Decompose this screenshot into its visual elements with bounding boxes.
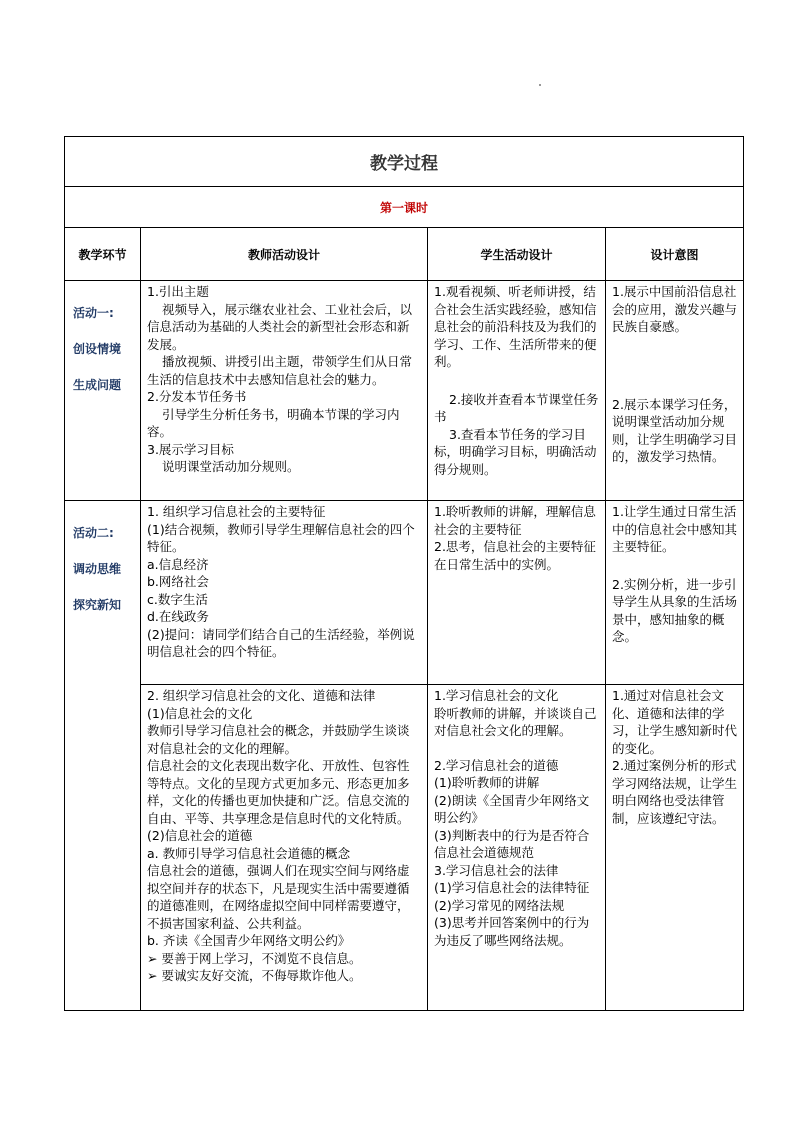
teacher-step: 1. 组织学习信息社会的主要特征 bbox=[147, 504, 326, 519]
student-step-detail: (2)朗读《全国青少年网络文明公约》 bbox=[434, 792, 590, 825]
activity-name-line1: 调动思维 bbox=[73, 562, 122, 576]
activity-label bbox=[65, 281, 141, 501]
design-purpose-cell bbox=[606, 685, 744, 1011]
lesson-period-label: 第一课时 bbox=[65, 187, 744, 228]
teacher-step: (2)信息社会的道德 bbox=[147, 828, 253, 843]
teacher-step-detail: 教师引导学习信息社会的概念，并鼓励学生谈谈对信息社会的文化的理解。 bbox=[147, 723, 410, 756]
student-step: 1.聆听教师的讲解，理解信息社会的主要特征 bbox=[434, 504, 596, 537]
header-row bbox=[65, 228, 744, 281]
teacher-step: (1)信息社会的文化 bbox=[147, 705, 253, 721]
student-step-detail: (1)学习信息社会的法律特征 bbox=[434, 880, 590, 895]
student-step-detail: (1)聆听教师的讲解 bbox=[434, 775, 540, 790]
purpose-item: 2.实例分析，进一步引导学生从具象的生活场景中，感知抽象的概念。 bbox=[612, 576, 738, 644]
teacher-step-detail: (1)结合视频，教师引导学生理解信息社会的四个特征。 bbox=[147, 521, 415, 554]
activity-name-line2: 探究新知 bbox=[73, 598, 122, 612]
student-step: 3.查看本节任务的学习目标，明确学习目标，明确活动得分规则。 bbox=[434, 426, 597, 477]
table-row bbox=[65, 685, 744, 1011]
header-stage: 教学环节 bbox=[65, 228, 141, 281]
teacher-step-detail: 视频导入，展示继农业社会、工业社会后，以信息活动为基础的人类社会的新型社会形态和新发展。 bbox=[147, 301, 413, 352]
feature-item: c.数字生活 bbox=[147, 591, 208, 607]
activity-label bbox=[65, 501, 141, 685]
header-student: 学生活动设计 bbox=[428, 228, 606, 281]
teacher-step-detail: 信息社会的道德，强调人们在现实空间与网络虚拟空间并存的状态下，凡是现实生活中需要遵循的道德准则，在网络虚拟空间中同样需要遵守，不损害国家利益、公共利益。 bbox=[147, 863, 410, 931]
table-row bbox=[65, 281, 744, 501]
teaching-process-table bbox=[64, 136, 744, 1011]
student-step: 2.思考，信息社会的主要特征在日常生活中的实例。 bbox=[434, 539, 596, 572]
teacher-step-detail: a. 教师引导学习信息社会道德的概念 bbox=[147, 845, 351, 861]
purpose-item: 1.通过对信息社会文化、道德和法律的学习，让学生感知新时代的变化。 bbox=[612, 688, 738, 756]
teacher-step-detail: b. 齐读《全国青少年网络文明公约》 bbox=[147, 933, 351, 948]
feature-item: a.信息经济 bbox=[147, 556, 209, 572]
student-step: 1.学习信息社会的文化 bbox=[434, 688, 559, 703]
design-purpose-cell bbox=[606, 281, 744, 501]
teacher-step-detail: 信息社会的文化表现出数字化、开放性、包容性等特点。文化的呈现方式更加多元、形态更加多样，文化的传播也更加快捷和广泛。信息交流的自由、平等、共享理念是信息时代的文化特质。 bbox=[147, 758, 410, 826]
activity-name-line1: 创设情境 bbox=[73, 342, 122, 356]
feature-item: b.网络社会 bbox=[147, 574, 209, 589]
student-step: 1.观看视频、听老师讲授，结合社会生活实践经验，感知信息社会的前沿科技及为我们的学习、工作、生活所带来的便利。 bbox=[434, 284, 597, 369]
teacher-activity-cell bbox=[141, 281, 428, 501]
teacher-step-detail: 说明课堂活动加分规则。 bbox=[162, 459, 300, 474]
purpose-item: 1.让学生通过日常生活中的信息社会中感知其主要特征。 bbox=[612, 504, 738, 554]
activity-number: 活动一: bbox=[73, 306, 114, 320]
student-step: 3.学习信息社会的法律 bbox=[434, 862, 559, 878]
purpose-item: 1.展示中国前沿信息社会的应用，激发兴趣与民族自豪感。 bbox=[612, 284, 738, 334]
teacher-step-detail: (2)提问：请同学们结合自己的生活经验，举例说明信息社会的四个特征。 bbox=[147, 626, 415, 659]
feature-item: d.在线政务 bbox=[147, 609, 209, 624]
purpose-item: 2.通过案例分析的形式学习网络法规，让学生明白网络也受法律管制，应该遵纪守法。 bbox=[612, 758, 738, 826]
table-title: 教学过程 bbox=[65, 137, 744, 187]
student-step-detail: (3)判断表中的行为是否符合信息社会道德规范 bbox=[434, 827, 590, 860]
table-row bbox=[65, 501, 744, 685]
teacher-step: 3.展示学习目标 bbox=[147, 441, 234, 457]
teacher-step: 1.引出主题 bbox=[147, 284, 209, 299]
student-step: 2.学习信息社会的道德 bbox=[434, 757, 559, 773]
student-step: 2.接收并查看本节课堂任务书 bbox=[434, 391, 599, 424]
activity-name-line2: 生成问题 bbox=[73, 378, 122, 392]
student-step-detail: (3)思考并回答案例中的行为为违反了哪些网络法规。 bbox=[434, 915, 590, 948]
teacher-step: 2.分发本节任务书 bbox=[147, 389, 247, 404]
teacher-step: 2. 组织学习信息社会的文化、道德和法律 bbox=[147, 688, 376, 703]
activity-label-empty bbox=[65, 685, 141, 1011]
convention-item: ➢ 要善于网上学习，不浏览不良信息。 bbox=[147, 950, 362, 966]
activity-number: 活动二: bbox=[73, 526, 114, 540]
student-activity-cell bbox=[428, 501, 606, 685]
decorative-dot bbox=[539, 84, 541, 86]
header-teacher: 教师活动设计 bbox=[141, 228, 428, 281]
student-activity-cell bbox=[428, 685, 606, 1011]
teacher-activity-cell bbox=[141, 685, 428, 1011]
teacher-activity-cell bbox=[141, 501, 428, 685]
student-activity-cell bbox=[428, 281, 606, 501]
header-purpose: 设计意图 bbox=[606, 228, 744, 281]
design-purpose-cell bbox=[606, 501, 744, 685]
teacher-step-detail: 引导学生分析任务书，明确本节课的学习内容。 bbox=[147, 406, 400, 439]
purpose-item: 2.展示本课学习任务，说明课堂活动加分规则，让学生明确学习目的，激发学习热情。 bbox=[612, 396, 738, 464]
student-step-detail: (2)学习常见的网络法规 bbox=[434, 897, 565, 913]
teacher-step-detail: 播放视频、讲授引出主题，带领学生们从日常生活的信息技术中去感知信息社会的魅力。 bbox=[147, 354, 413, 387]
student-step-detail: 聆听教师的讲解，并谈谈自己对信息社会文化的理解。 bbox=[434, 705, 597, 738]
convention-item: ➢ 要诚实友好交流，不侮辱欺诈他人。 bbox=[147, 968, 362, 983]
